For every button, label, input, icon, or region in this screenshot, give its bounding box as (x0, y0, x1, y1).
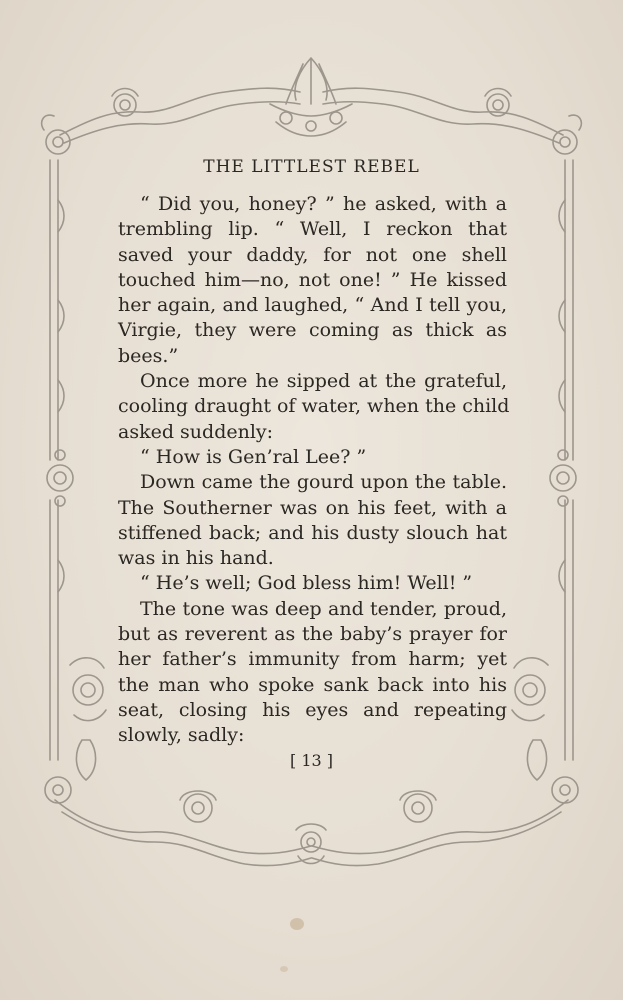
left-rail (50, 160, 58, 460)
top-scroll-left (60, 88, 300, 135)
text-line: was in his hand. (118, 547, 274, 570)
text-line: “ How is Gen’ral Lee? ” (140, 445, 367, 468)
text-line: slowly, sadly: (118, 724, 245, 747)
text-line: “ He’s well; God bless him! Well! ” (140, 572, 473, 595)
text-line: Down came the gourd upon the table. (140, 471, 507, 494)
right-rail (565, 160, 573, 460)
text-line: cooling draught of water, when the child (118, 395, 510, 418)
top-center-fan (286, 58, 336, 104)
text-line: stiffened back; and his dusty slouch hat (118, 521, 507, 544)
text-line: The Southerner was on his feet, with a (118, 496, 507, 519)
text-line: Once more he sipped at the grateful, (140, 370, 507, 393)
text-line: bees.” (118, 344, 179, 367)
text-line: Virgie, they were coming as thick as (118, 319, 507, 342)
text-line: asked suddenly: (118, 420, 274, 443)
body-text (118, 192, 510, 749)
text-line: “ Did you, honey? ” he asked, with a (140, 193, 507, 215)
foxing-spot (280, 966, 288, 972)
text-line: The tone was deep and tender, proud, (140, 597, 507, 620)
running-head: THE LITTLEST REBEL (203, 157, 420, 177)
foxing-spot (290, 918, 304, 930)
top-scroll-right (323, 88, 563, 135)
text-line: seat, closing his eyes and repeating (118, 698, 507, 721)
text-line: her again, and laughed, “ And I tell you, (118, 294, 507, 317)
text-line: her father’s immunity from harm; yet (118, 648, 507, 671)
text-line: saved your daddy, for not one shell (118, 243, 507, 266)
text-line: but as reverent as the baby’s prayer for (118, 623, 507, 646)
page-number: [ 13 ] (289, 751, 333, 770)
text-line: touched him—no, not one! ” He kissed (118, 268, 507, 291)
text-line: the man who spoke sank back into his (118, 673, 507, 696)
text-line: trembling lip. “ Well, I reckon that (118, 218, 507, 241)
